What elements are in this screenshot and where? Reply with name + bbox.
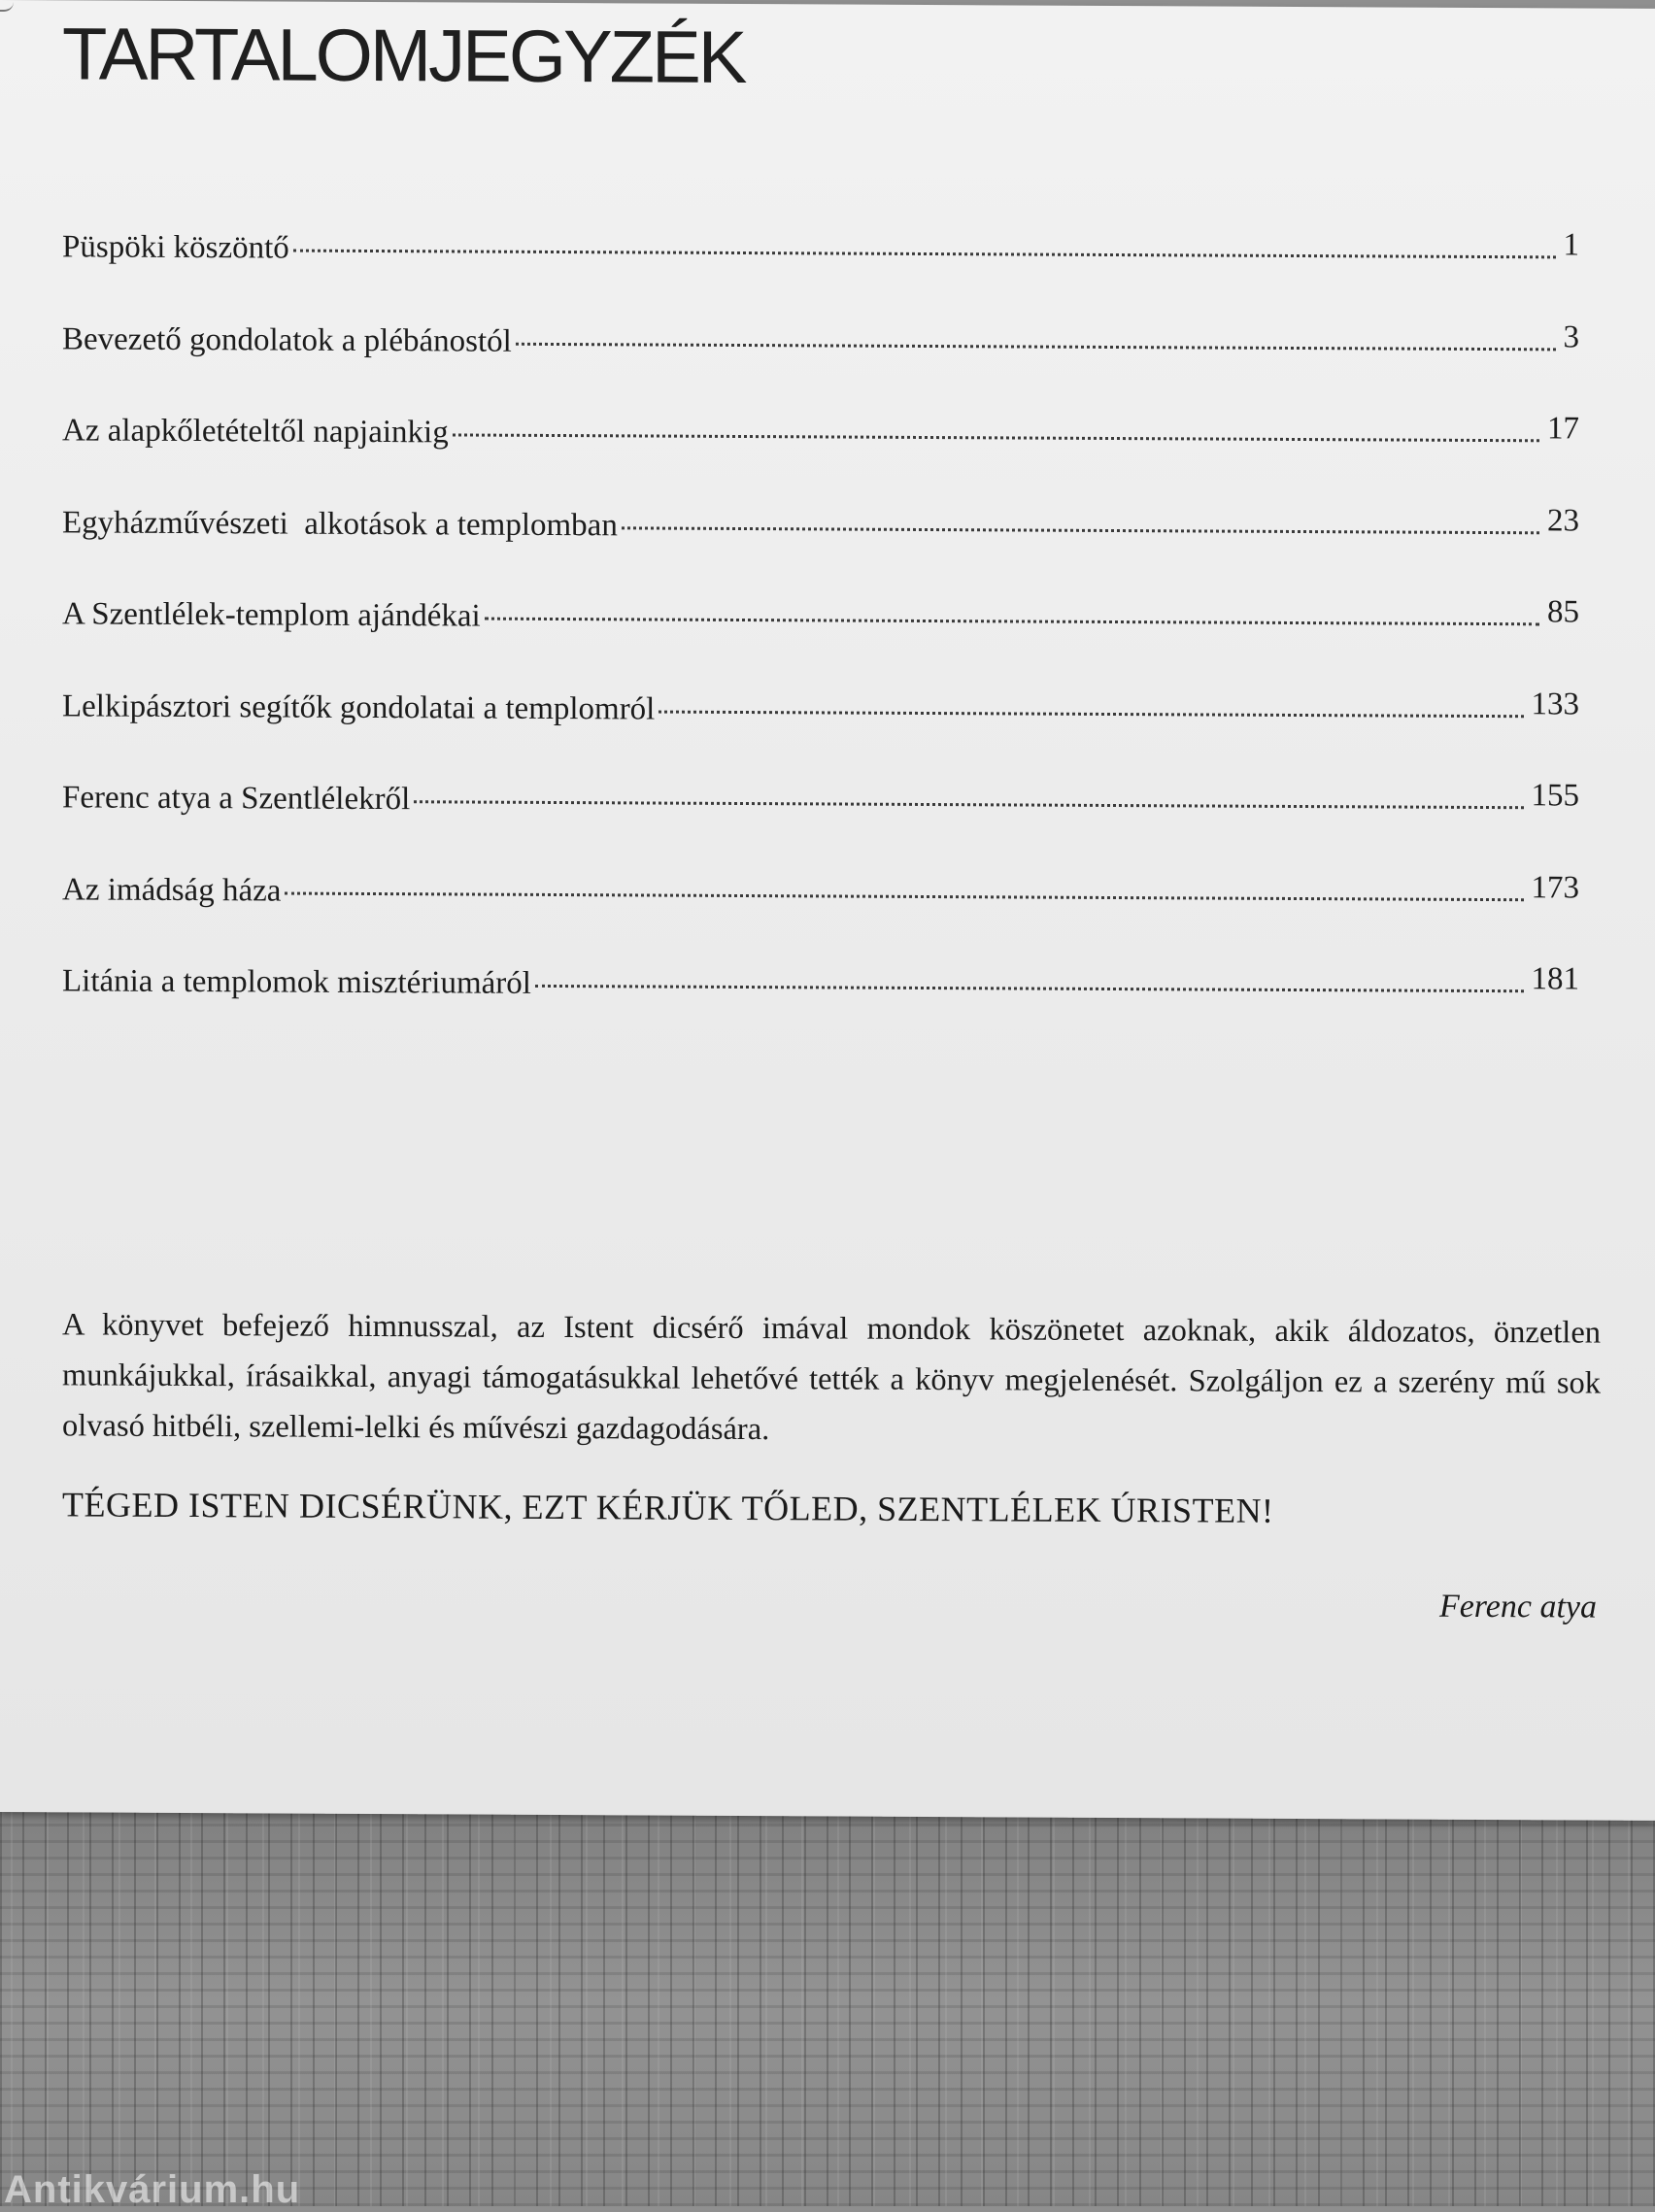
toc-entry-title: Ferenc atya a Szentlélekről bbox=[62, 780, 411, 818]
toc-entry-title: Lelkipásztori segítők gondolatai a templomról bbox=[62, 687, 656, 727]
toc-dot-leader bbox=[453, 433, 1539, 442]
toc-entry bbox=[62, 413, 1579, 513]
toc-entry bbox=[62, 688, 1579, 788]
toc-dot-leader bbox=[293, 250, 1556, 259]
toc-dot-leader bbox=[659, 710, 1523, 718]
toc-entry-page-number: 85 bbox=[1547, 594, 1579, 630]
toc-entry bbox=[62, 963, 1579, 1063]
toc-entry-page-number: 3 bbox=[1563, 318, 1579, 355]
toc-entry-page-number: 133 bbox=[1531, 686, 1579, 722]
toc-entry-page-number: 23 bbox=[1547, 502, 1579, 539]
toc-entry bbox=[62, 502, 1579, 605]
toc-entry-title: Az imádság háza bbox=[62, 871, 282, 909]
toc-dot-leader bbox=[535, 985, 1524, 992]
toc-dot-leader bbox=[622, 526, 1539, 534]
toc-entry-page-number: 181 bbox=[1531, 961, 1579, 997]
toc-entry bbox=[62, 780, 1579, 880]
author-signature: Ferenc atya bbox=[1438, 1588, 1597, 1625]
toc-dot-leader bbox=[414, 800, 1523, 809]
page-title: TARTALOMJEGYZÉK bbox=[62, 13, 745, 100]
toc-dot-leader bbox=[516, 342, 1556, 351]
toc-entry bbox=[62, 229, 1579, 329]
toc-entry-title: Püspöki köszöntő bbox=[62, 229, 289, 266]
toc-dot-leader bbox=[485, 618, 1539, 626]
toc-entry bbox=[62, 318, 1579, 421]
table-of-contents bbox=[62, 229, 1579, 1063]
watermark: Antikvárium.hu bbox=[4, 2168, 301, 2211]
toc-dot-leader bbox=[285, 891, 1523, 901]
closing-exclamation: TÉGED ISTEN DICSÉRÜNK, EZT KÉRJÜK TŐLED, SZENTLÉLEK ÚRISTEN! bbox=[62, 1485, 1274, 1530]
toc-entry-title: Az alapkőletételtől napjainkig bbox=[62, 413, 449, 451]
toc-entry-page-number: 173 bbox=[1531, 869, 1579, 906]
page-corner-mark bbox=[0, 0, 14, 12]
toc-entry bbox=[62, 869, 1579, 972]
toc-entry-title: Egyházművészeti alkotások a templomban bbox=[62, 504, 618, 543]
toc-entry-title: Litánia a templomok misztériumáról bbox=[62, 963, 531, 1001]
toc-entry bbox=[62, 596, 1579, 696]
toc-entry-title: A Szentlélek-templom ajándékai bbox=[62, 596, 481, 634]
toc-entry-title: Bevezető gondolatok a plébánostól bbox=[62, 320, 512, 359]
toc-entry-page-number: 1 bbox=[1563, 227, 1579, 263]
toc-entry-page-number: 155 bbox=[1531, 778, 1579, 814]
wooden-table-background bbox=[0, 1796, 1655, 2206]
toc-entry-page-number: 17 bbox=[1547, 411, 1579, 447]
closing-paragraph: A könyvet befejező himnusszal, az Istent dicsérő imával mondok köszönetet azoknak, akik áldozatos, önzetlen munkájukkal, írásaikkal, anyagi támogatásukkal lehetővé tették a könyv megjelenését. Szolgáljon ez a szerény mű sok olvasó hitbéli, szellemi-lelki és művészi gazdagodására. bbox=[62, 1307, 1601, 1448]
